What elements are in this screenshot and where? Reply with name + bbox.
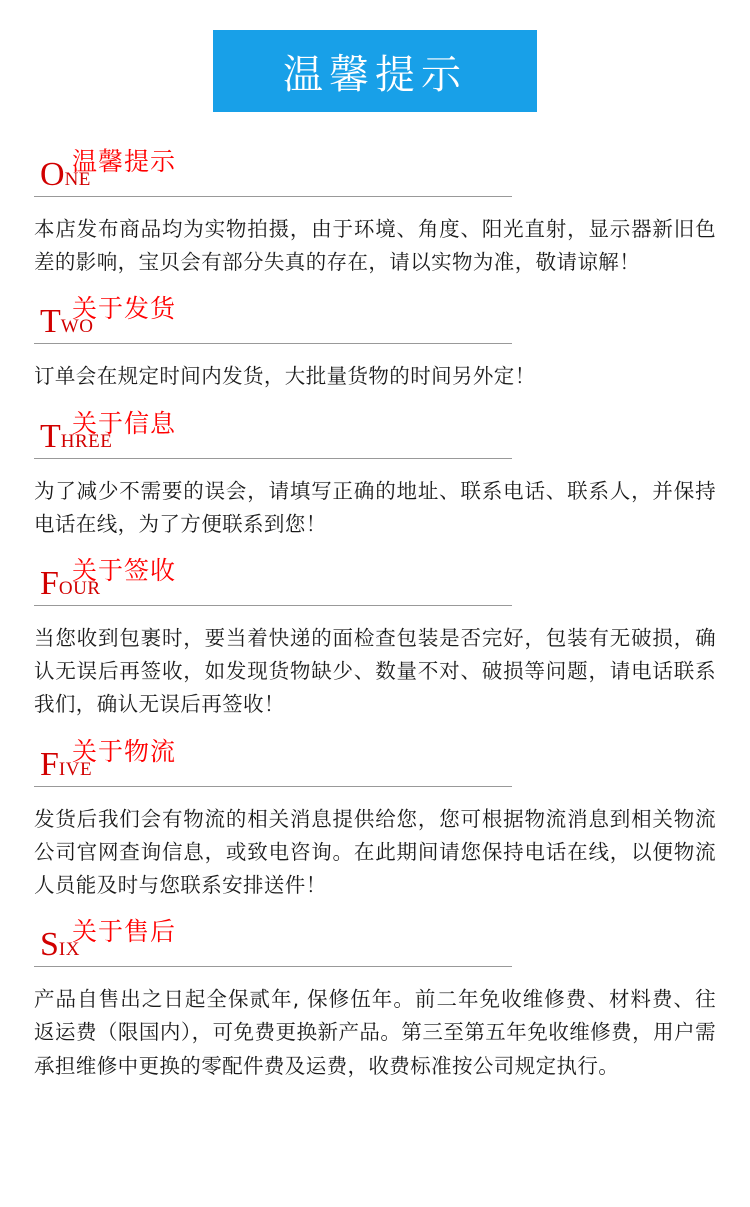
section-body: 发货后我们会有物流的相关消息提供给您，您可根据物流消息到相关物流公司官网查询信息，或致电咨询。在此期间请您保持电话在线，以便物流人员能及时与您联系安排送件！ bbox=[34, 806, 716, 898]
section-header bbox=[34, 406, 716, 458]
section-body: 本店发布商品均为实物拍摄，由于环境、角度、阳光直射，显示器新旧色差的影响，宝贝会有部分失真的存在，请以实物为准，敬请谅解！ bbox=[34, 217, 716, 275]
numeral-rest: OUR bbox=[58, 578, 101, 600]
banner-container bbox=[0, 0, 750, 138]
section-body: 产品自售出之日起全保贰年, 保修伍年。前二年免收维修费、材料费、往返运费（限国内），可免费更换新产品。第三至第五年免收维修费，用户需承担维修中更换的零配件费及运费，收费标准按公司规定执行。 bbox=[34, 987, 716, 1078]
section-three bbox=[0, 406, 750, 458]
numeral-initial: T bbox=[40, 417, 61, 455]
section-body: 当您收到包裹时，要当着快递的面检查包装是否完好，包装有无破损，确认无误后再签收，如发现货物缺少、数量不对、破损等问题，请电话联系我们，确认无误后再签收！ bbox=[34, 626, 716, 717]
section-title: 关于发货 bbox=[72, 294, 177, 324]
section-header bbox=[34, 553, 716, 605]
numeral-rest: WO bbox=[60, 316, 94, 338]
numeral-rest: NE bbox=[64, 169, 91, 190]
numeral-initial: F bbox=[40, 745, 59, 783]
numeral-initial: O bbox=[40, 156, 65, 193]
section-header bbox=[34, 144, 716, 196]
numeral-rest: IX bbox=[58, 939, 80, 961]
section-title: 温馨提示 bbox=[72, 147, 177, 176]
numeral-rest: IVE bbox=[58, 758, 93, 780]
section-two bbox=[0, 291, 750, 343]
section-title: 关于签收 bbox=[72, 556, 177, 586]
section-header bbox=[34, 734, 716, 786]
section-five bbox=[0, 734, 750, 786]
section-one bbox=[0, 144, 750, 196]
section-header bbox=[34, 291, 716, 343]
numeral-initial: S bbox=[40, 926, 59, 964]
section-title: 关于物流 bbox=[72, 736, 177, 766]
section-body: 订单会在规定时间内发货，大批量货物的时间另外定！ bbox=[34, 364, 536, 389]
section-body: 为了减少不需要的误会，请填写正确的地址、联系电话、联系人，并保持电话在线，为了方便联系到您！ bbox=[34, 478, 716, 536]
numeral-initial: F bbox=[40, 565, 59, 603]
numeral-rest: HREE bbox=[60, 430, 113, 452]
section-header bbox=[34, 914, 716, 966]
section-four bbox=[0, 553, 750, 605]
section-title: 关于售后 bbox=[72, 917, 177, 947]
section-six bbox=[0, 914, 750, 966]
numeral-initial: T bbox=[40, 303, 61, 341]
page-title: 温馨提示 bbox=[213, 30, 537, 112]
section-title: 关于信息 bbox=[72, 408, 177, 438]
